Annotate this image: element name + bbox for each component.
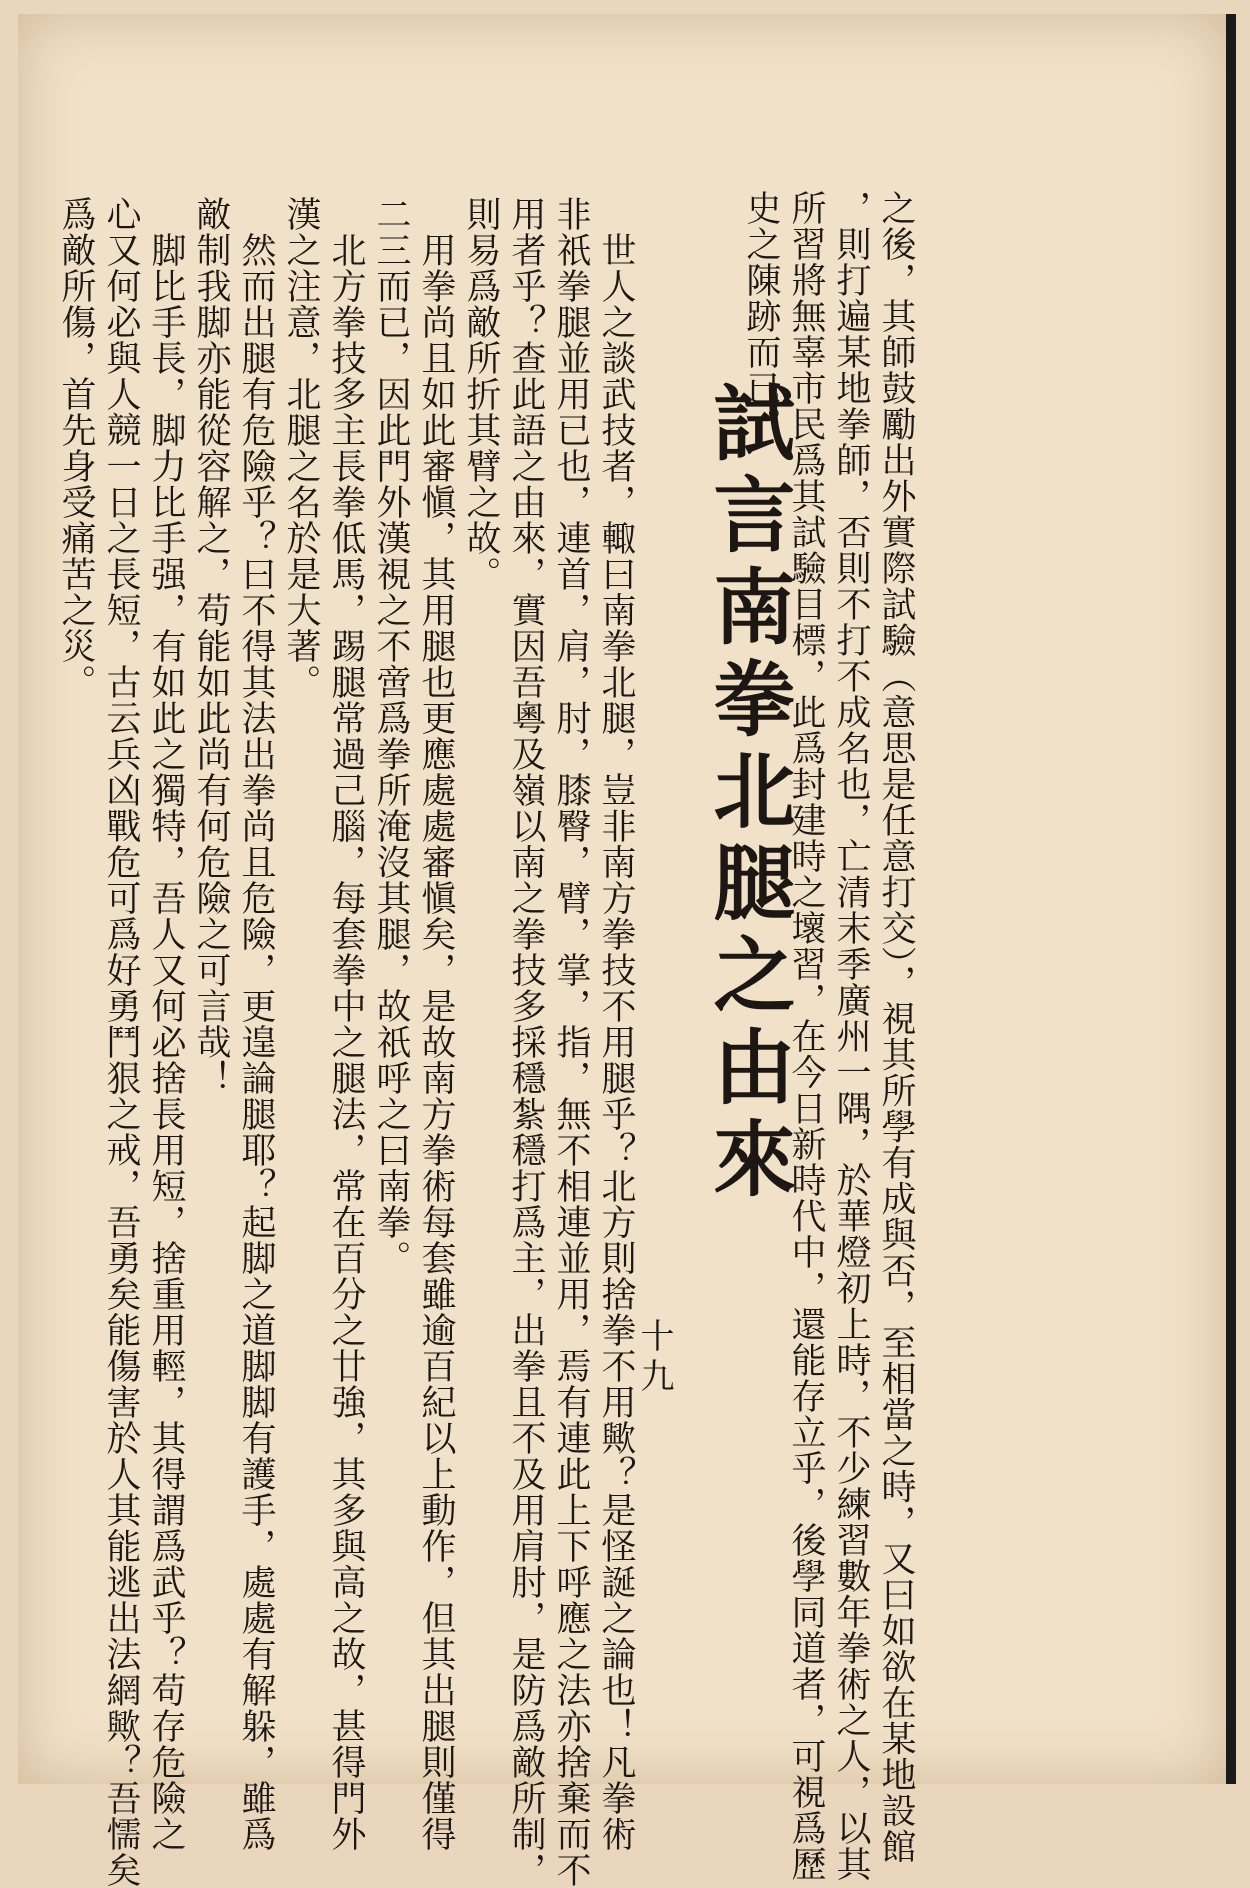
text-column-4: 史之陳跡而已。: [741, 190, 781, 442]
text-column-1: 之後，其師鼓勵出外實際試驗（意思是任意打交），視其所學有成與否，至相當之時，又曰如欲在某地設館: [876, 190, 916, 1865]
text-column-8: 則易爲敵所折其臂之故。: [461, 196, 501, 592]
text-column-9: 用拳尚且如此審愼，其用腿也更應處處審愼矣，是故南方拳術每套雖逾百紀以上動作，但其出腿則僅得: [416, 196, 456, 1852]
text-column-13: 然而出腿有危險乎？曰不得其法出拳尚且危險，更遑論腿耶？起脚之道脚脚有護手，處處有解躲，雖爲: [236, 196, 276, 1852]
page-edge: [1226, 14, 1236, 1784]
text-column-3: 所習將無辜市民爲其試驗目標，此爲封建時之壞習，在今日新時代中，還能存立乎，後學同道者，可視爲歷: [786, 190, 826, 1882]
text-column-11: 北方拳技多主長拳低馬，踢腿常過己腦，每套拳中之腿法，常在百分之廿強，其多與高之故，甚得門外: [326, 196, 366, 1852]
text-column-5: 世人之談武技者，輙曰南拳北腿，豈非南方拳技不用腿乎？北方則捨拳不用歟？是怪誕之論也！凡拳術: [596, 196, 636, 1852]
text-column-12: 漢之注意，北腿之名於是大著。: [281, 196, 321, 700]
text-column-7: 用者乎？查此語之由來，實因吾粵及嶺以南之拳技多採穩紮穩打爲主，出拳且不及用肩肘，是防爲敵所制，: [506, 196, 546, 1888]
text-column-15: 脚比手長，脚力比手强，有如此之獨特，吾人又何必捨長用短，捨重用輕，其得謂爲武乎？苟存危險之: [146, 196, 186, 1852]
page-number: 十九: [634, 1318, 674, 1398]
text-column-6: 非祇拳腿並用已也，連首，肩，肘，膝臀，臂，掌，指，無不相連並用，焉有連此上下呼應之法亦捨棄而不: [551, 196, 591, 1888]
text-column-10: 二三而已，因此門外漢視之不啻爲拳所淹沒其腿，故祇呼之曰南拳。: [371, 196, 411, 1276]
text-column-14: 敵制我脚亦能從容解之，苟能如此尚有何危險之可言哉！: [191, 196, 231, 1096]
text-column-16: 心又何必與人競一日之長短，古云兵凶戰危可爲好勇鬥狠之戒，吾勇矣能傷害於人其能逃出法網歟？吾懦矣: [101, 196, 141, 1888]
text-column-2: ，則打遍某地拳師，否則不打不成名也，亡清末季廣州一隅，於華燈初上時，不少練習數年拳術之人，以其: [831, 190, 871, 1882]
section-title: 試言南拳北腿之由來: [700, 380, 796, 1208]
text-column-17: 爲敵所傷，首先身受痛苦之災。: [56, 196, 96, 700]
